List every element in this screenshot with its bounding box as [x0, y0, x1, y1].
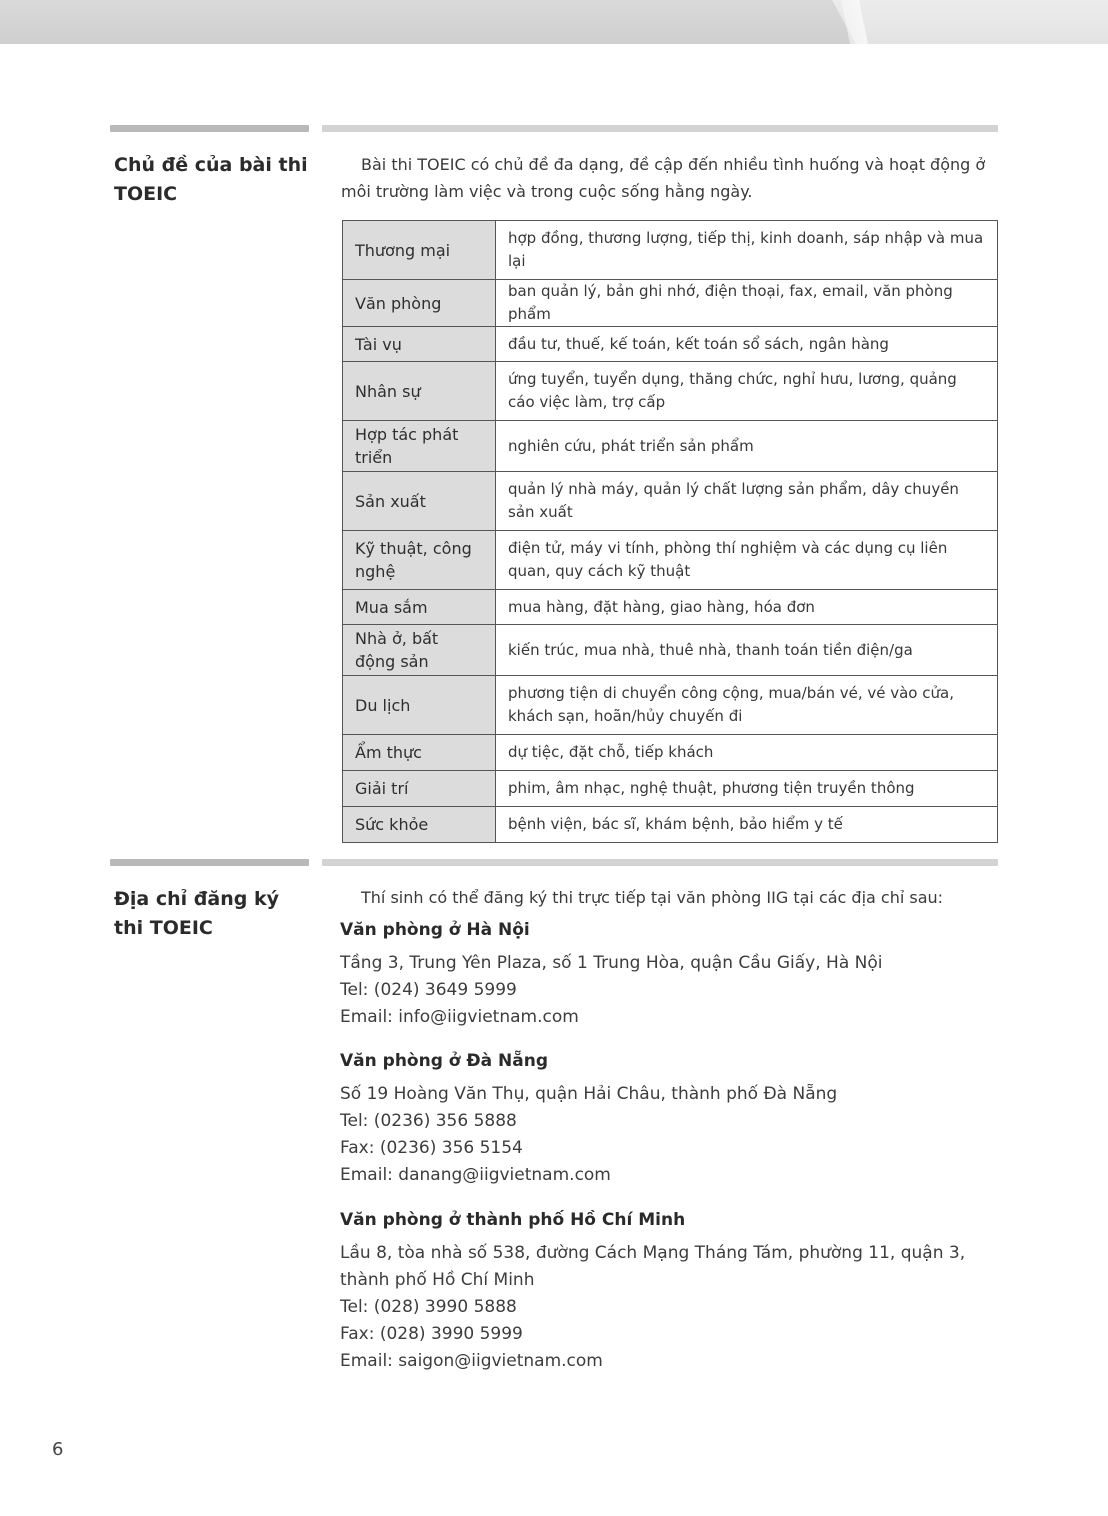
topic-description: bệnh viện, bác sĩ, khám bệnh, bảo hiểm y tế [496, 807, 998, 843]
office-email: Email: saigon@iigvietnam.com [340, 1351, 603, 1371]
section-divider-left [110, 125, 309, 132]
topic-category: Mua sắm [343, 590, 496, 625]
topic-category: Nhân sự [343, 362, 496, 421]
header-band [0, 0, 1108, 44]
topic-category: Hợp tác phát triển [343, 421, 496, 472]
table-row [343, 421, 998, 472]
section-intro-registration [341, 884, 1001, 911]
topic-category: Ẩm thực [343, 735, 496, 771]
table-row [343, 590, 998, 625]
office-fax: Fax: (0236) 356 5154 [340, 1138, 523, 1158]
intro-line: môi trường làm việc và trong cuộc sống hằng ngày. [341, 182, 753, 201]
section-divider-right [322, 859, 998, 866]
table-row [343, 807, 998, 843]
topic-description: đầu tư, thuế, kế toán, kết toán sổ sách, ngân hàng [496, 327, 998, 362]
intro-line [341, 151, 1001, 178]
intro-line [341, 884, 1001, 911]
topic-category: Nhà ở, bất động sản [343, 625, 496, 676]
topic-category: Tài vụ [343, 327, 496, 362]
office-fax: Fax: (028) 3990 5999 [340, 1324, 523, 1344]
table-row [343, 625, 998, 676]
topic-description: ban quản lý, bản ghi nhớ, điện thoại, fax, email, văn phòng phẩm [496, 280, 998, 327]
topic-description: kiến trúc, mua nhà, thuê nhà, thanh toán tiền điện/ga [496, 625, 998, 676]
office-name: Văn phòng ở Đà Nẵng [340, 1051, 548, 1071]
section-title-line: thi TOEIC [114, 917, 213, 939]
office-address: Tầng 3, Trung Yên Plaza, số 1 Trung Hòa, quận Cầu Giấy, Hà Nội [340, 953, 883, 973]
section-intro-topics [341, 151, 1001, 205]
office-tel: Tel: (028) 3990 5888 [340, 1297, 517, 1317]
section-title-registration [114, 885, 314, 943]
topic-description: dự tiệc, đặt chỗ, tiếp khách [496, 735, 998, 771]
topic-description: quản lý nhà máy, quản lý chất lượng sản phẩm, dây chuyền sản xuất [496, 472, 998, 531]
table-row [343, 735, 998, 771]
intro-text: Bài thi TOEIC có chủ đề đa dạng, đề cập đến nhiều tình huống và hoạt động ở [361, 155, 986, 174]
table-row [343, 771, 998, 807]
topic-description: phương tiện di chuyển công cộng, mua/bán vé, vé vào cửa, khách sạn, hoãn/hủy chuyến đi [496, 676, 998, 735]
topic-description: điện tử, máy vi tính, phòng thí nghiệm và các dụng cụ liên quan, quy cách kỹ thuật [496, 531, 998, 590]
office-email: Email: danang@iigvietnam.com [340, 1165, 611, 1185]
topic-description: ứng tuyển, tuyển dụng, thăng chức, nghỉ hưu, lương, quảng cáo việc làm, trợ cấp [496, 362, 998, 421]
office-hanoi [340, 917, 1020, 1031]
topic-category: Sức khỏe [343, 807, 496, 843]
topic-category: Văn phòng [343, 280, 496, 327]
intro-text: Thí sinh có thể đăng ký thi trực tiếp tại văn phòng IIG tại các địa chỉ sau: [361, 888, 944, 907]
office-danang [340, 1048, 1020, 1189]
office-tel: Tel: (024) 3649 5999 [340, 980, 517, 1000]
office-hcm [340, 1207, 1020, 1375]
topic-category: Sản xuất [343, 472, 496, 531]
office-tel: Tel: (0236) 356 5888 [340, 1111, 517, 1131]
topic-description: nghiên cứu, phát triển sản phẩm [496, 421, 998, 472]
table-row [343, 531, 998, 590]
section-title-line: Chủ đề của bài thi [114, 154, 308, 176]
topic-table [342, 220, 998, 843]
topic-category: Kỹ thuật, công nghệ [343, 531, 496, 590]
topic-category: Giải trí [343, 771, 496, 807]
office-address: Lầu 8, tòa nhà số 538, đường Cách Mạng Tháng Tám, phường 11, quận 3, [340, 1243, 966, 1263]
table-row [343, 327, 998, 362]
office-address: Số 19 Hoàng Văn Thụ, quận Hải Châu, thành phố Đà Nẵng [340, 1084, 838, 1104]
table-row [343, 362, 998, 421]
topic-description: hợp đồng, thương lượng, tiếp thị, kinh doanh, sáp nhập và mua lại [496, 221, 998, 280]
table-row [343, 280, 998, 327]
topic-category: Du lịch [343, 676, 496, 735]
table-row [343, 221, 998, 280]
table-row [343, 676, 998, 735]
section-title-line: TOEIC [114, 183, 178, 205]
office-email: Email: info@iigvietnam.com [340, 1007, 579, 1027]
topic-description: mua hàng, đặt hàng, giao hàng, hóa đơn [496, 590, 998, 625]
table-row [343, 472, 998, 531]
office-address: thành phố Hồ Chí Minh [340, 1270, 535, 1290]
section-title-topics [114, 151, 314, 209]
topic-description: phim, âm nhạc, nghệ thuật, phương tiện truyền thông [496, 771, 998, 807]
section-title-line: Địa chỉ đăng ký [114, 888, 279, 910]
page-number: 6 [52, 1439, 64, 1460]
topic-category: Thương mại [343, 221, 496, 280]
office-name: Văn phòng ở thành phố Hồ Chí Minh [340, 1210, 686, 1230]
section-divider-right [322, 125, 998, 132]
section-divider-left [110, 859, 309, 866]
office-name: Văn phòng ở Hà Nội [340, 920, 530, 940]
